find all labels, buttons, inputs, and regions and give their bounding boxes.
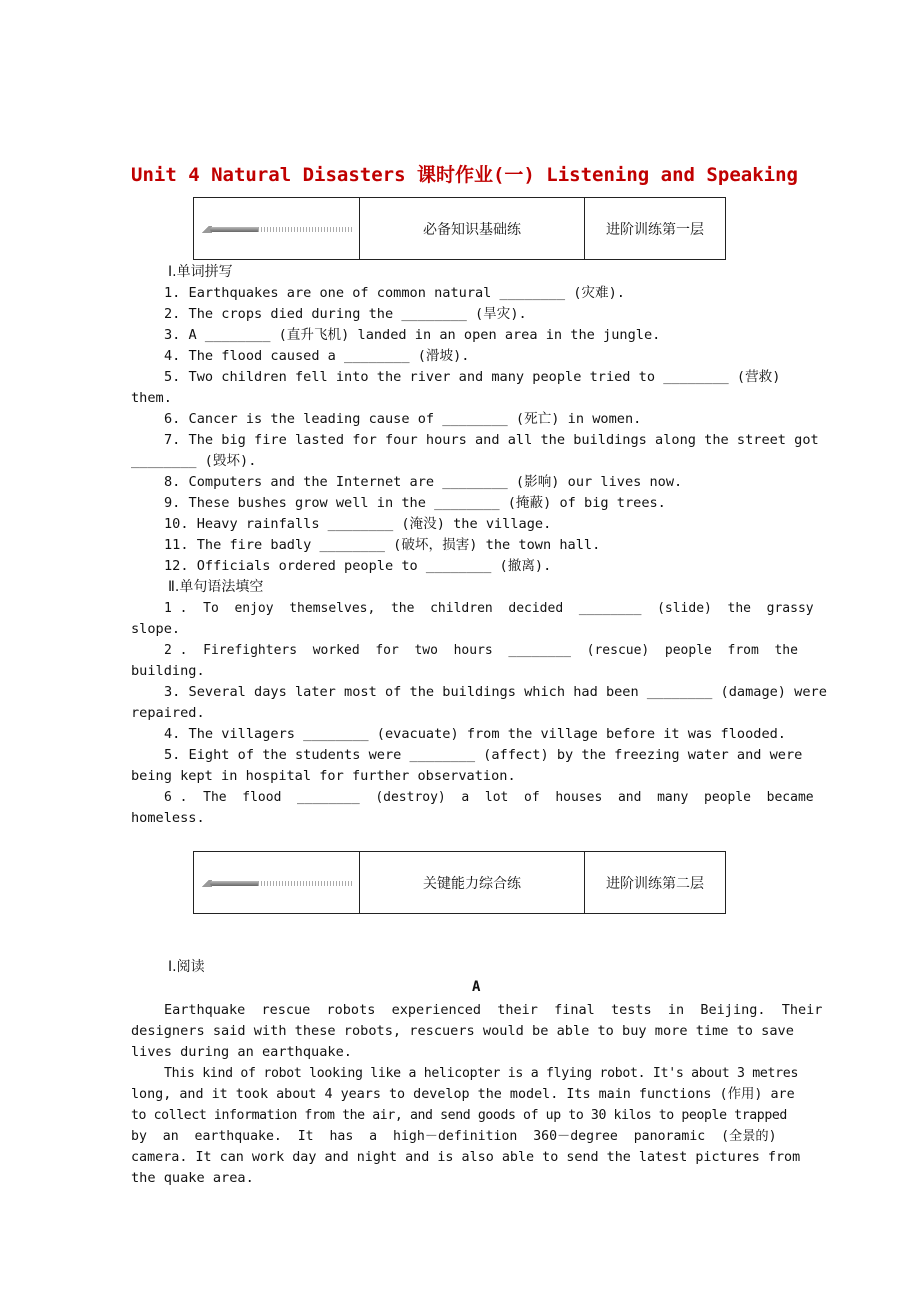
list-item: 10. Heavy rainfalls ________ (淹没) the village.	[164, 516, 552, 532]
page-title: Unit 4 Natural Disasters 课时作业(一) Listening and Speaking	[131, 164, 798, 186]
list-item: 6 . The flood ________ (destroy) a lot of houses and many people became	[164, 790, 814, 805]
list-item: repaired.	[131, 705, 205, 721]
section-heading: Ⅱ.单句语法填空	[168, 579, 264, 595]
section-banner-basic	[193, 197, 726, 260]
list-item: 2. The crops died during the ________ (旱灾).	[164, 306, 527, 322]
passage-letter: A	[472, 979, 481, 995]
passage-line: This kind of robot looking like a helicopter is a flying robot. It's about 3 metres	[164, 1066, 799, 1081]
list-item: 12. Officials ordered people to ________ (撤离).	[164, 558, 552, 574]
list-item: slope.	[131, 621, 181, 637]
passage-line: camera. It can work day and night and is also able to send the latest pictures from	[131, 1150, 801, 1165]
section-heading: Ⅰ.阅读	[168, 959, 205, 975]
list-item: homeless.	[131, 810, 205, 826]
list-item: 7. The big fire lasted for four hours and all the buildings along the street got	[164, 432, 819, 448]
list-item: 2 . Firefighters worked for two hours ________ (rescue) people from the	[164, 643, 798, 658]
list-item: building.	[131, 663, 205, 679]
pen-decoration	[194, 198, 360, 259]
list-item: ________ (毁坏).	[131, 453, 257, 469]
section-banner-advanced	[193, 851, 726, 914]
list-item: 4. The flood caused a ________ (滑坡).	[164, 348, 470, 364]
section-heading: Ⅰ.单词拼写	[168, 264, 233, 280]
list-item: 8. Computers and the Internet are ________ (影响) our lives now.	[164, 474, 683, 490]
list-item: being kept in hospital for further observation.	[131, 768, 516, 784]
passage-line: by an earthquake. It has a high－definition 360－degree panoramic (全景的)	[131, 1129, 777, 1144]
list-item: 5. Eight of the students were ________ (affect) by the freezing water and were	[164, 747, 803, 763]
passage-line: to collect information from the air, and send goods of up to 30 kilos to people trapped	[131, 1108, 787, 1123]
passage-line: the quake area.	[131, 1170, 254, 1186]
passage-line: Earthquake rescue robots experienced their final tests in Beijing. Their	[164, 1002, 823, 1018]
list-item: 4. The villagers ________ (evacuate) from the village before it was flooded.	[164, 726, 786, 742]
banner-right-label: 进阶训练第二层	[606, 875, 704, 892]
passage-line: lives during an earthquake.	[131, 1044, 352, 1060]
list-item: 3. Several days later most of the buildings which had been ________ (damage) were	[164, 684, 827, 700]
passage-line: designers said with these robots, rescuers would be able to buy more time to save	[131, 1023, 794, 1039]
list-item: 1 . To enjoy themselves, the children decided ________ (slide) the grassy	[164, 601, 814, 616]
list-item: 6. Cancer is the leading cause of ________ (死亡) in women.	[164, 411, 642, 427]
pen-decoration	[194, 852, 360, 913]
list-item: 3. A ________ (直升飞机) landed in an open area in the jungle.	[164, 327, 661, 343]
list-item: them.	[131, 390, 172, 406]
list-item: 9. These bushes grow well in the ________ (掩蔽) of big trees.	[164, 495, 666, 511]
banner-middle-label: 必备知识基础练	[360, 198, 585, 259]
passage-line: long, and it took about 4 years to develop the model. Its main functions (作用) are	[131, 1087, 795, 1102]
list-item: 1. Earthquakes are one of common natural ________ (灾难).	[164, 285, 625, 301]
banner-middle-label: 关键能力综合练	[360, 852, 585, 913]
list-item: 5. Two children fell into the river and many people tried to ________ (营救)	[164, 369, 781, 385]
list-item: 11. The fire badly ________ (破坏，损害) the town hall.	[164, 537, 601, 553]
banner-right-label: 进阶训练第一层	[606, 221, 704, 238]
